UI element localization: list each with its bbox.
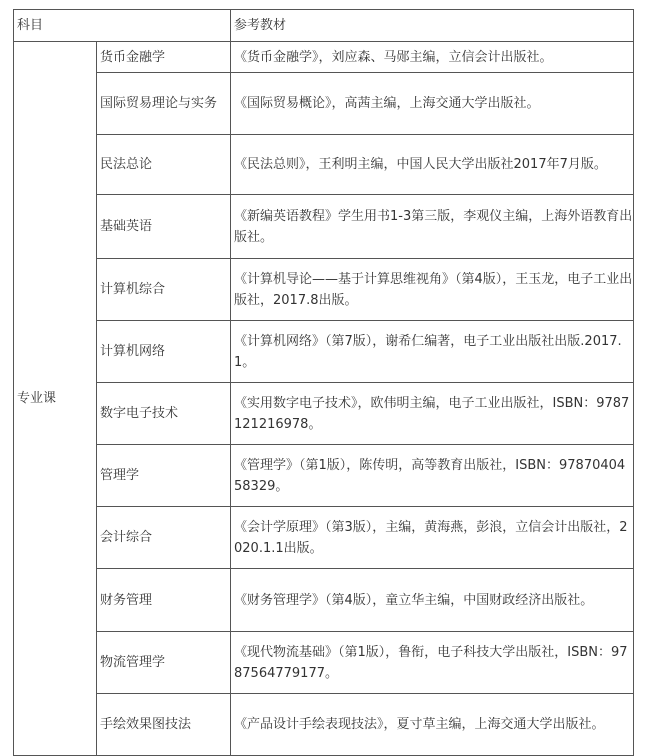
table-row bbox=[14, 383, 634, 445]
subject-cell: 基础英语 bbox=[97, 195, 231, 259]
textbook-cell: 《实用数字电子技术》，欧伟明主编，电子工业出版社，ISBN：9787121216978。 bbox=[231, 383, 634, 445]
header-subject: 科目 bbox=[14, 10, 231, 42]
subject-cell: 计算机网络 bbox=[97, 321, 231, 383]
subject-cell: 手绘效果图技法 bbox=[97, 694, 231, 756]
table-row bbox=[14, 694, 634, 756]
reference-textbook-table bbox=[13, 9, 634, 756]
subject-cell: 财务管理 bbox=[97, 569, 231, 632]
header-row bbox=[14, 10, 634, 42]
subject-cell: 数字电子技术 bbox=[97, 383, 231, 445]
subject-cell: 物流管理学 bbox=[97, 632, 231, 694]
textbook-cell: 《民法总则》，王利明主编，中国人民大学出版社2017年7月版。 bbox=[231, 135, 634, 195]
textbook-cell: 《计算机导论——基于计算思维视角》（第4版），王玉龙，电子工业出版社，2017.8出版。 bbox=[231, 259, 634, 321]
table-row bbox=[14, 73, 634, 135]
textbook-cell: 《会计学原理》（第3版），主编，黄海燕，彭浪，立信会计出版社，2020.1.1出版。 bbox=[231, 507, 634, 569]
table-row bbox=[14, 195, 634, 259]
header-textbook: 参考教材 bbox=[231, 10, 634, 42]
table-row bbox=[14, 259, 634, 321]
textbook-cell: 《新编英语教程》学生用书1-3第三版，李观仪主编，上海外语教育出版社。 bbox=[231, 195, 634, 259]
table-row bbox=[14, 507, 634, 569]
subject-cell: 管理学 bbox=[97, 445, 231, 507]
table-row bbox=[14, 632, 634, 694]
table-row bbox=[14, 321, 634, 383]
subject-cell: 计算机综合 bbox=[97, 259, 231, 321]
table-row bbox=[14, 569, 634, 632]
textbook-cell: 《现代物流基础》（第1版），鲁衔，电子科技大学出版社，ISBN：9787564779177。 bbox=[231, 632, 634, 694]
textbook-cell: 《产品设计手绘表现技法》，夏寸草主编，上海交通大学出版社。 bbox=[231, 694, 634, 756]
table-row bbox=[14, 135, 634, 195]
table-row bbox=[14, 445, 634, 507]
textbook-cell: 《国际贸易概论》，高茜主编，上海交通大学出版社。 bbox=[231, 73, 634, 135]
category-cell: 专业课 bbox=[14, 42, 97, 756]
textbook-cell: 《计算机网络》（第7版），谢希仁编著，电子工业出版社出版.2017.1。 bbox=[231, 321, 634, 383]
textbook-cell: 《管理学》（第1版），陈传明，高等教育出版社，ISBN：9787040458329。 bbox=[231, 445, 634, 507]
textbook-cell: 《货币金融学》，刘应森、马郧主编，立信会计出版社。 bbox=[231, 42, 634, 73]
subject-cell: 民法总论 bbox=[97, 135, 231, 195]
subject-cell: 国际贸易理论与实务 bbox=[97, 73, 231, 135]
subject-cell: 货币金融学 bbox=[97, 42, 231, 73]
subject-cell: 会计综合 bbox=[97, 507, 231, 569]
textbook-cell: 《财务管理学》（第4版），童立华主编，中国财政经济出版社。 bbox=[231, 569, 634, 632]
table-row bbox=[14, 42, 634, 73]
